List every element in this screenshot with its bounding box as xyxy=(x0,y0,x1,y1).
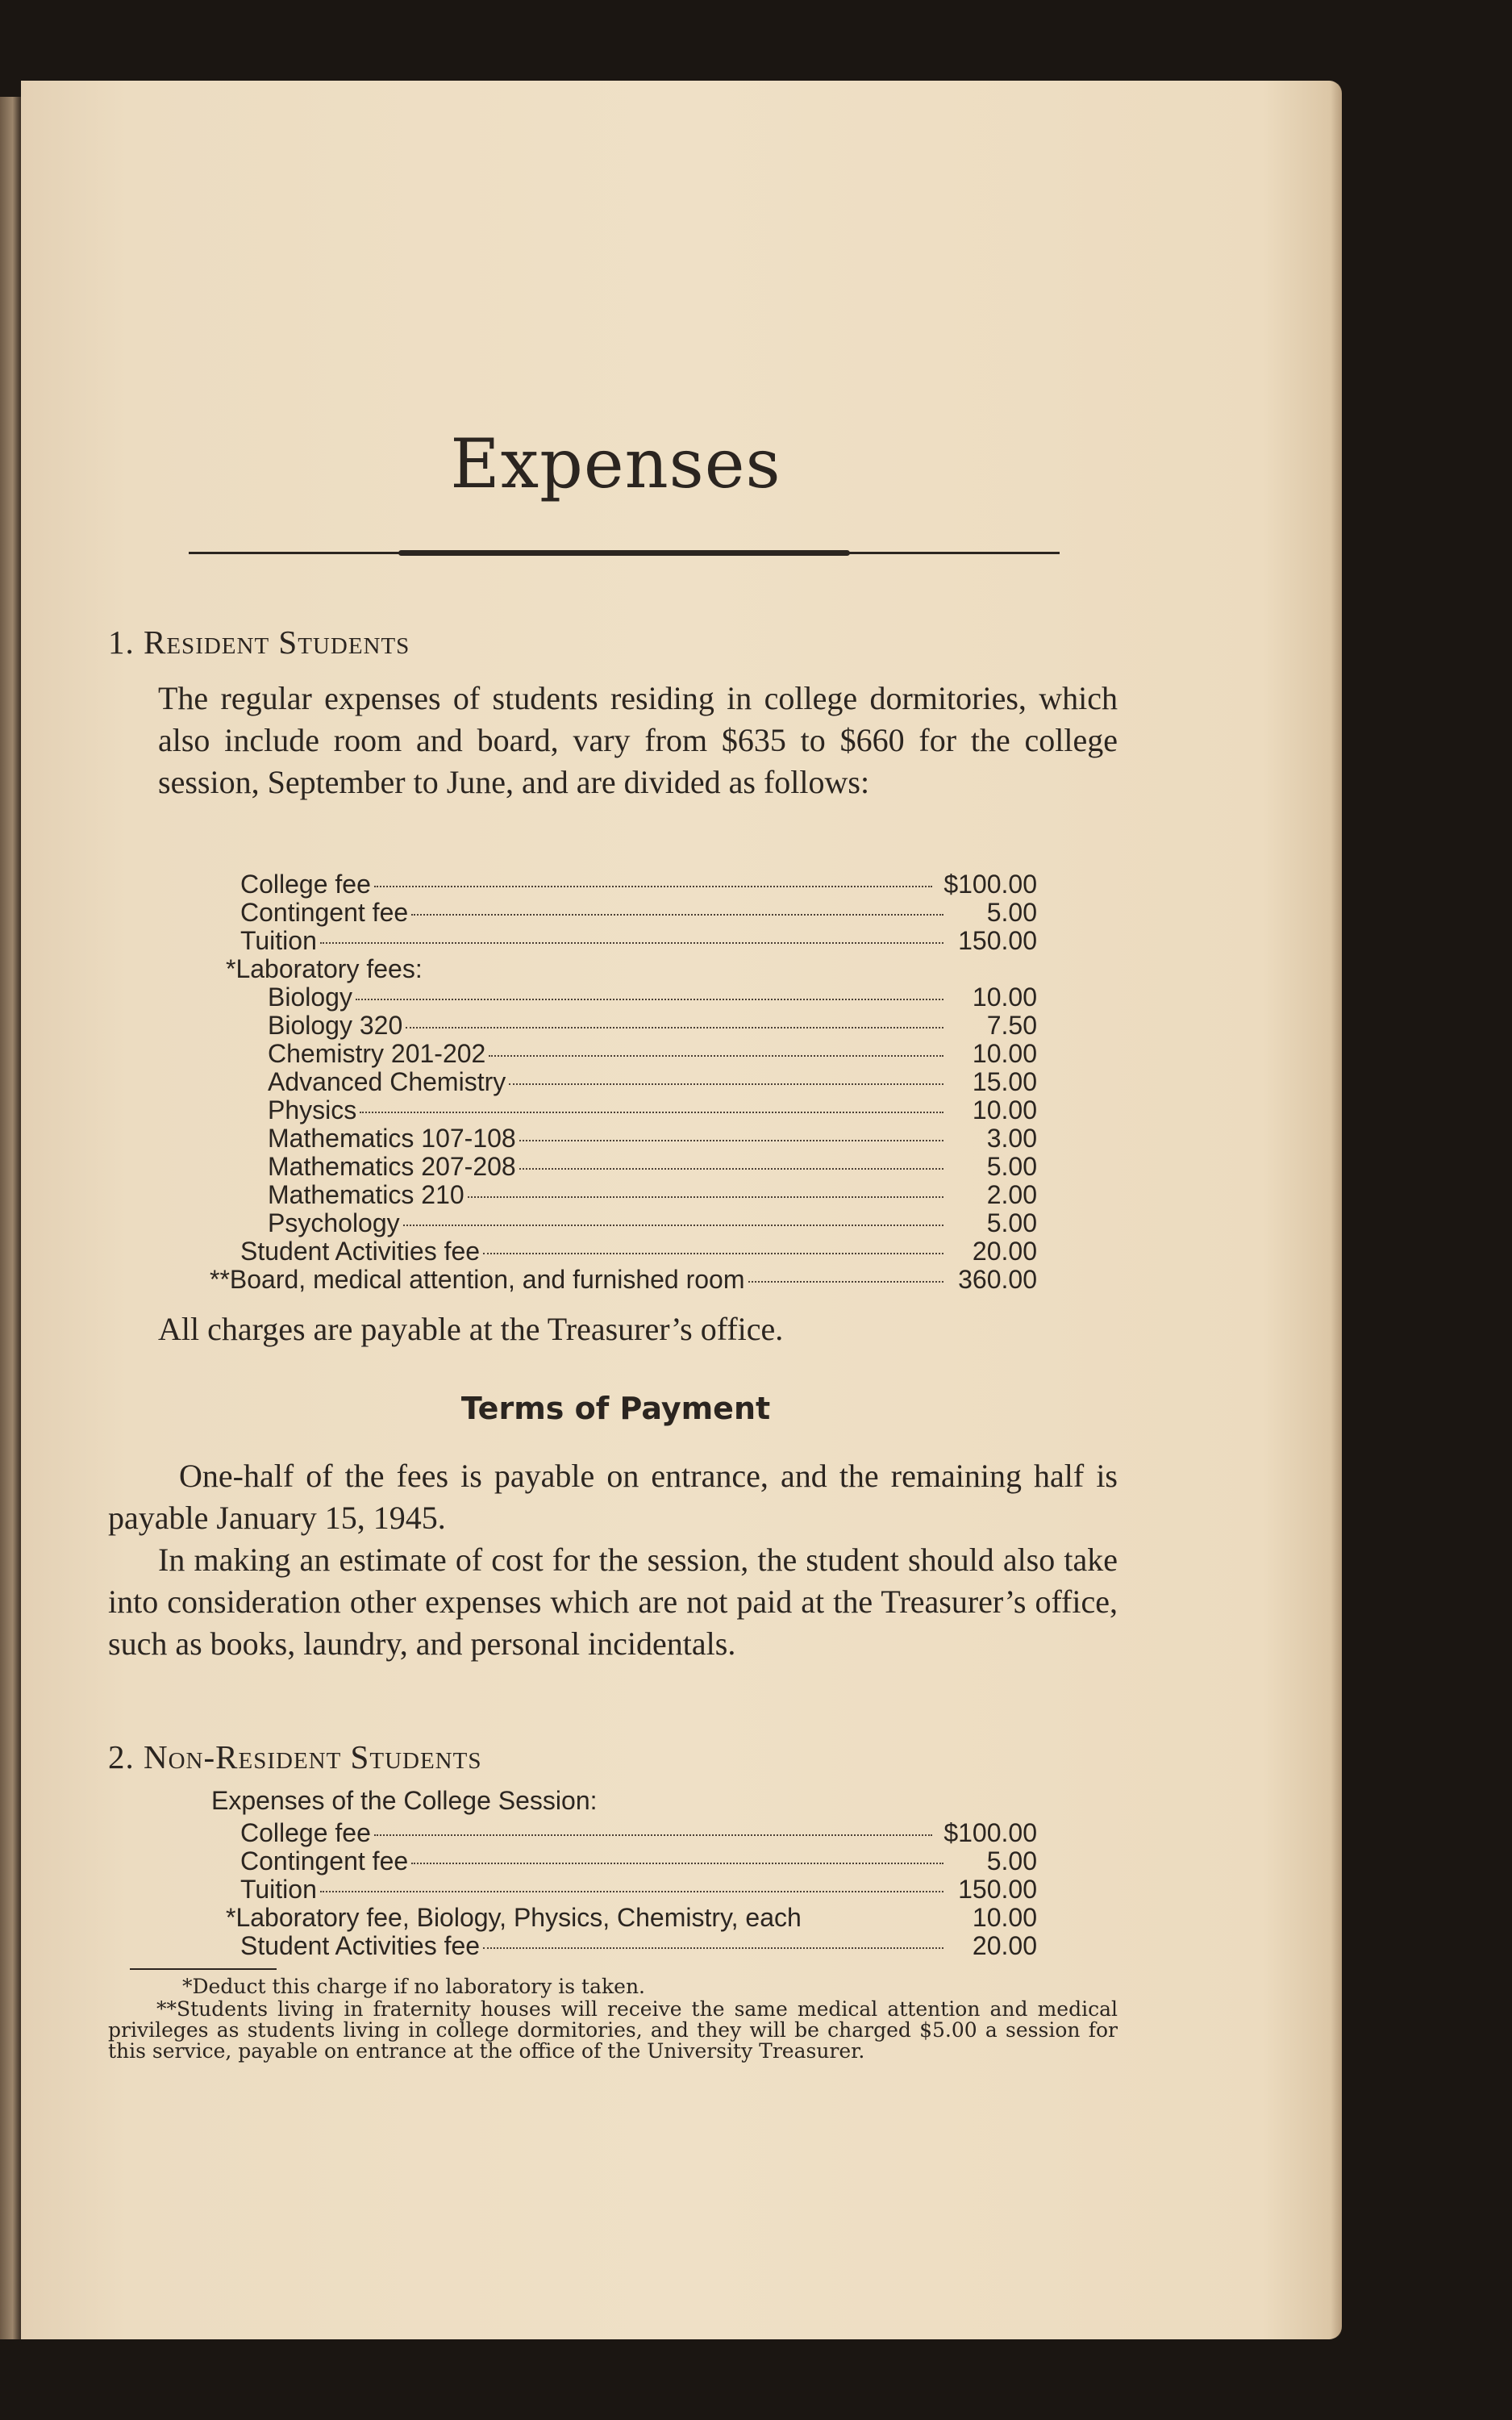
fee-row xyxy=(240,1846,1037,1876)
fee-label: Mathematics 210 xyxy=(268,1180,464,1209)
fee-amount: 10.00 xyxy=(972,1095,1037,1124)
fee-label: College fee xyxy=(240,1818,371,1847)
fee-amount: 20.00 xyxy=(972,1931,1037,1960)
fee-amount: 5.00 xyxy=(986,1152,1037,1181)
document-page xyxy=(21,81,1342,2339)
footnote-2: **Students living in fraternity houses will receive the same medical attention and medical privileges as students living in college dormitories, and they will be charged $5.00 a session for this service, payable on entrance at the office of the University Treasurer. xyxy=(108,1997,1118,2063)
fee-row xyxy=(268,1180,1037,1209)
fee-row xyxy=(240,1237,1037,1266)
fee-label: Biology xyxy=(268,983,352,1012)
fee-amount: $100.00 xyxy=(943,1818,1037,1847)
fee-label: **Board, medical attention, and furnished room xyxy=(210,1265,745,1294)
fee-amount: 10.00 xyxy=(972,1903,1037,1932)
fee-row xyxy=(240,870,1037,899)
footnote-rule xyxy=(130,1968,277,1970)
fee-amount: 150.00 xyxy=(958,926,1037,955)
fee-label: Tuition xyxy=(240,926,317,955)
leader-dots xyxy=(509,1083,943,1085)
fee-label: Psychology xyxy=(268,1208,400,1237)
fee-label: College fee xyxy=(240,870,371,899)
leader-dots xyxy=(519,1168,943,1170)
fee-label: Chemistry 201-202 xyxy=(268,1039,486,1068)
terms-heading: Terms of Payment xyxy=(460,1391,771,1426)
section-2-subheading: Expenses of the College Session: xyxy=(211,1786,598,1815)
fee-amount: 5.00 xyxy=(986,1846,1037,1876)
fee-row xyxy=(268,1039,1037,1068)
fee-amount: 150.00 xyxy=(958,1875,1037,1904)
fee-label: Contingent fee xyxy=(240,1846,409,1876)
fee-group-heading xyxy=(226,954,710,983)
fee-row xyxy=(268,1208,1037,1237)
leader-dots xyxy=(519,1140,943,1141)
terms-paragraph-1: One-half of the fees is payable on entrance, and the remaining half is payable January 15, 1945. xyxy=(108,1458,1118,1536)
fee-row xyxy=(268,1152,1037,1181)
leader-dots xyxy=(374,886,932,887)
fee-amount: $100.00 xyxy=(943,870,1037,899)
fee-amount: 10.00 xyxy=(972,983,1037,1012)
fee-label: Student Activities fee xyxy=(240,1237,481,1266)
fee-row xyxy=(240,1931,1037,1960)
leader-dots xyxy=(374,1834,932,1836)
fee-label: Mathematics 207-208 xyxy=(268,1152,516,1181)
footnote-1: *Deduct this charge if no laboratory is taken. xyxy=(182,1975,645,1998)
fee-row xyxy=(210,1265,1037,1294)
fee-row xyxy=(226,1903,1037,1932)
leader-dots xyxy=(403,1225,943,1226)
fee-amount: 5.00 xyxy=(986,1208,1037,1237)
leader-dots xyxy=(406,1027,943,1028)
leader-dots xyxy=(356,999,943,1000)
previous-page-edge xyxy=(0,97,21,2339)
leader-dots xyxy=(320,942,943,944)
payable-note: All charges are payable at the Treasurer’s office. xyxy=(158,1311,784,1347)
fee-label: *Laboratory fees: xyxy=(226,954,423,983)
leader-dots xyxy=(468,1196,943,1198)
page-title: Expenses xyxy=(450,424,781,503)
title-rule xyxy=(189,552,1060,554)
leader-dots xyxy=(411,1863,943,1864)
fee-amount: 5.00 xyxy=(986,898,1037,927)
leader-dots xyxy=(489,1055,943,1057)
fee-row xyxy=(268,1011,1037,1040)
fee-amount: 10.00 xyxy=(972,1039,1037,1068)
fee-label: *Laboratory fee, Biology, Physics, Chemistry, each xyxy=(226,1903,802,1932)
terms-paragraph-2: In making an estimate of cost for the session, the student should also take into consideration other expenses which are not paid at the Treasurer’s office, such as books, laundry, and personal incidentals. xyxy=(108,1542,1118,1662)
leader-dots xyxy=(320,1891,943,1892)
fee-amount: 3.00 xyxy=(986,1124,1037,1153)
leader-dots xyxy=(483,1253,943,1254)
fee-row xyxy=(268,1095,1037,1124)
fee-row xyxy=(240,898,1037,927)
fee-label: Advanced Chemistry xyxy=(268,1067,506,1096)
fee-label: Student Activities fee xyxy=(240,1931,481,1960)
leader-dots xyxy=(411,914,943,916)
fee-row xyxy=(268,1124,1037,1153)
fee-row xyxy=(240,926,1037,955)
fee-label: Contingent fee xyxy=(240,898,409,927)
fee-amount: 20.00 xyxy=(972,1237,1037,1266)
leader-dots xyxy=(360,1112,943,1113)
fee-amount: 7.50 xyxy=(986,1011,1037,1040)
fee-amount: 15.00 xyxy=(972,1067,1037,1096)
fee-label: Mathematics 107-108 xyxy=(268,1124,516,1153)
fee-label: Physics xyxy=(268,1095,357,1124)
fee-amount: 360.00 xyxy=(958,1265,1037,1294)
fee-row xyxy=(240,1875,1037,1904)
section-1-intro: The regular expenses of students residing in college dormitories, which also include room and board, vary from $635 to $660 for the college session, September to June, and are divided as follows: xyxy=(158,680,1118,800)
section-1-heading: 1. Resident Students xyxy=(108,624,410,661)
leader-dots xyxy=(748,1281,944,1283)
fee-label: Biology 320 xyxy=(268,1011,403,1040)
fee-label: Tuition xyxy=(240,1875,317,1904)
fee-amount: 2.00 xyxy=(986,1180,1037,1209)
section-2-heading: 2. Non-Resident Students xyxy=(108,1738,482,1775)
leader-dots xyxy=(483,1947,943,1949)
fee-row xyxy=(268,983,1037,1012)
fee-row xyxy=(268,1067,1037,1096)
fee-row xyxy=(240,1818,1037,1847)
